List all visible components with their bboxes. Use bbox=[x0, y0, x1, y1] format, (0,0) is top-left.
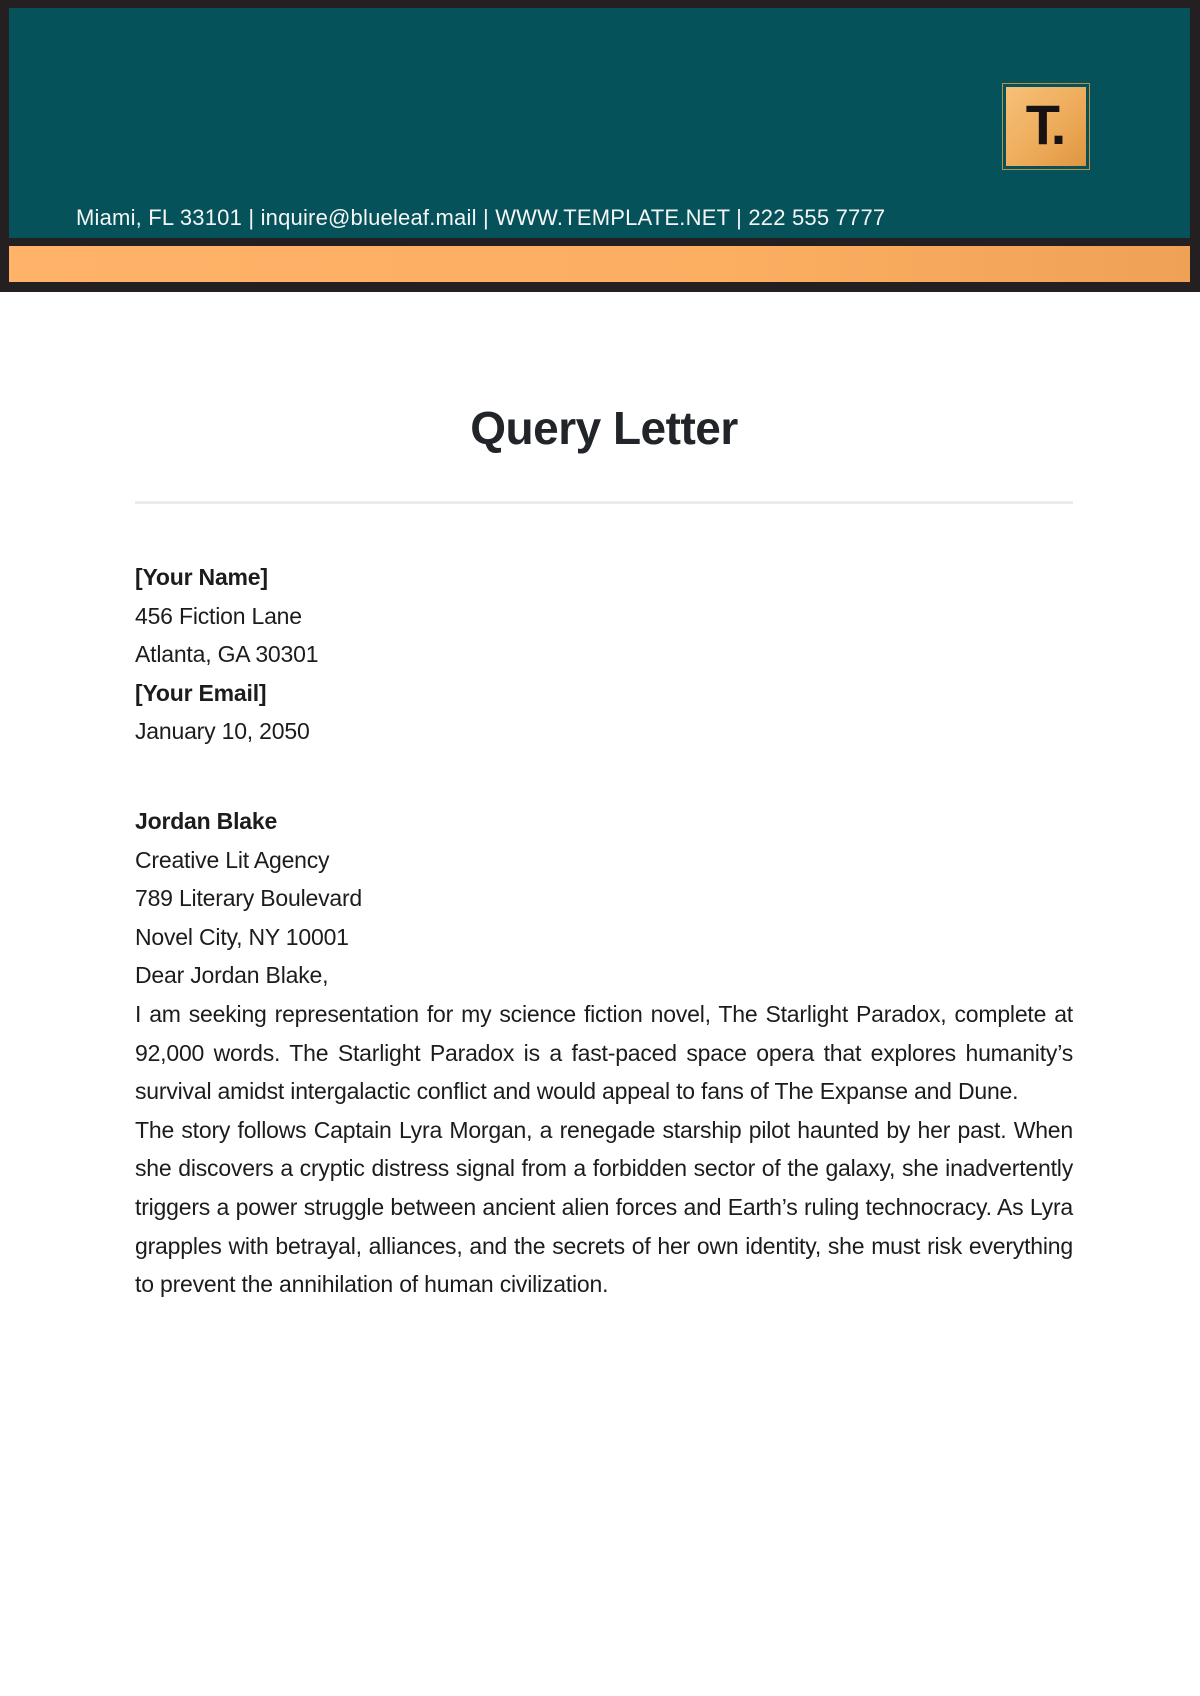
body-paragraph-2: The story follows Captain Lyra Morgan, a renegade starship pilot haunted by her past. When she discovers a cryptic distress signal from a forbidden sector of the galaxy, she inadvertently triggers a power struggle between ancient alien forces and Earth’s ruling technocracy. As Lyra grapples with betrayal, alliances, and the secrets of her own identity, she must risk everything to prevent the annihilation of human civilization. bbox=[135, 1116, 1073, 1298]
salutation: Dear Jordan Blake, bbox=[135, 962, 329, 989]
recipient-company: Creative Lit Agency bbox=[135, 846, 330, 873]
recipient-address-line2: Novel City, NY 10001 bbox=[135, 923, 349, 950]
sender-email: [Your Email] bbox=[135, 679, 267, 706]
letterhead-banner bbox=[9, 8, 1190, 238]
recipient-name: Jordan Blake bbox=[135, 807, 278, 834]
letterhead bbox=[0, 0, 1200, 292]
body-paragraph-1: I am seeking representation for my science fiction novel, The Starlight Paradox, complete at 92,000 words. The Starlight Paradox is a fast-paced space opera that explores humanity’s survival amidst intergalactic conflict and would appeal to fans of The Expanse and Dune. bbox=[135, 1000, 1073, 1105]
recipient-block bbox=[135, 802, 1073, 956]
divider bbox=[135, 501, 1073, 504]
sender-address-line1: 456 Fiction Lane bbox=[135, 602, 302, 629]
brand-logo-monogram: T. bbox=[1025, 92, 1064, 156]
letter-body bbox=[0, 401, 1200, 1304]
brand-logo bbox=[1002, 83, 1090, 170]
recipient-address-line1: 789 Literary Boulevard bbox=[135, 885, 363, 912]
page-title: Query Letter bbox=[470, 402, 738, 454]
letter-date: January 10, 2050 bbox=[135, 718, 310, 745]
brand-logo-square bbox=[1006, 87, 1086, 166]
letterhead-contact-line: Miami, FL 33101 | inquire@blueleaf.mail | WWW.TEMPLATE.NET | 222 555 7777 bbox=[76, 205, 886, 230]
accent-bar bbox=[9, 246, 1190, 282]
sender-address-line2: Atlanta, GA 30301 bbox=[135, 641, 319, 668]
sender-block bbox=[135, 558, 1073, 712]
sender-name: [Your Name] bbox=[135, 564, 268, 590]
